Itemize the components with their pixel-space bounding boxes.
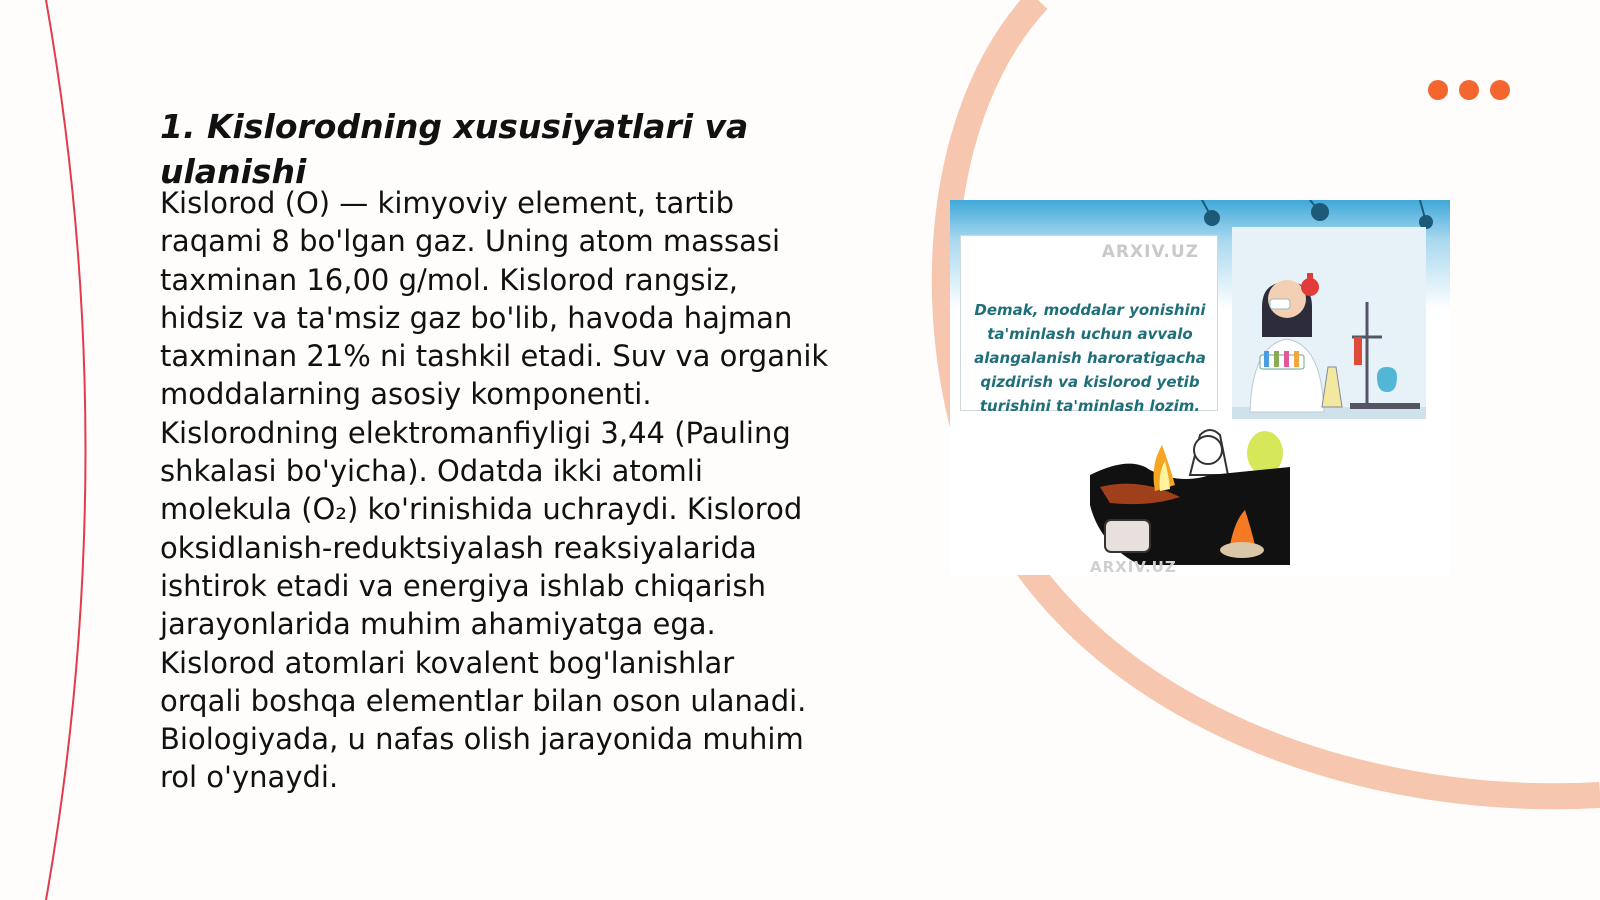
caption-line: Demak, moddalar yonishini <box>974 301 1206 319</box>
title-line: ulanishi <box>160 152 307 191</box>
body-line: Kislorodning elektromanfiyligi 3,44 (Pauling <box>160 415 791 450</box>
body-line: taxminan 16,00 g/mol. Kislorod rangsiz, <box>160 262 738 297</box>
dot <box>1459 80 1479 100</box>
illustration-image <box>950 200 1450 575</box>
watermark-bottom: ARXIV.UZ <box>1090 558 1177 575</box>
caption-line: ta'minlash uchun avvalo <box>987 325 1193 343</box>
body-line: rol o'ynaydi. <box>160 760 339 795</box>
caption-line: turishini ta'minlash lozim. <box>979 397 1201 415</box>
body-line: Kislorod atomlari kovalent bog'lanishlar <box>160 645 735 680</box>
body-line: shkalasi bo'yicha). Odatda ikki atomli <box>160 454 703 489</box>
body-line: oksidlanish-reduktsiyalash reaksiyalarida <box>160 530 757 565</box>
body-line: Biologiyada, u nafas olish jarayonida muhim <box>160 722 804 757</box>
caption-text <box>969 298 1211 418</box>
caption-line: alangalanish haroratigacha <box>974 349 1206 367</box>
more-dots-icon <box>1428 80 1510 100</box>
body-line: moddalarning asosiy komponenti. <box>160 377 652 412</box>
body-line: raqami 8 bo'lgan gaz. Uning atom massasi <box>160 224 781 259</box>
caption-box <box>960 235 1218 415</box>
left-decor-curve <box>46 0 86 900</box>
body-line: molekula (O₂) ko'rinishida uchraydi. Kislorod <box>160 492 803 527</box>
body-line: ishtirok etadi va energiya ishlab chiqarish <box>160 568 766 603</box>
scientist-illustration <box>1232 227 1426 419</box>
caption-line: qizdirish va kislorod yetib <box>980 373 1200 391</box>
body-line: orqali boshqa elementlar bilan oson ulanadi. <box>160 683 807 718</box>
body-line: Kislorod (O) — kimyoviy element, tartib <box>160 186 735 220</box>
body-line: hidsiz va ta'msiz gaz bo'lib, havoda hajman <box>160 300 793 335</box>
dot <box>1428 80 1448 100</box>
slide-body-text <box>160 184 850 797</box>
dot <box>1490 80 1510 100</box>
slide-title <box>160 104 860 194</box>
title-line: 1. Kislorodning xususiyatlari va <box>160 107 749 146</box>
burning-substances-illustration <box>1090 425 1350 570</box>
body-line: taxminan 21% ni tashkil etadi. Suv va organik <box>160 339 829 374</box>
watermark-text: ARXIV.UZ <box>1101 242 1199 262</box>
body-line: jarayonlarida muhim ahamiyatga ega. <box>160 607 716 642</box>
